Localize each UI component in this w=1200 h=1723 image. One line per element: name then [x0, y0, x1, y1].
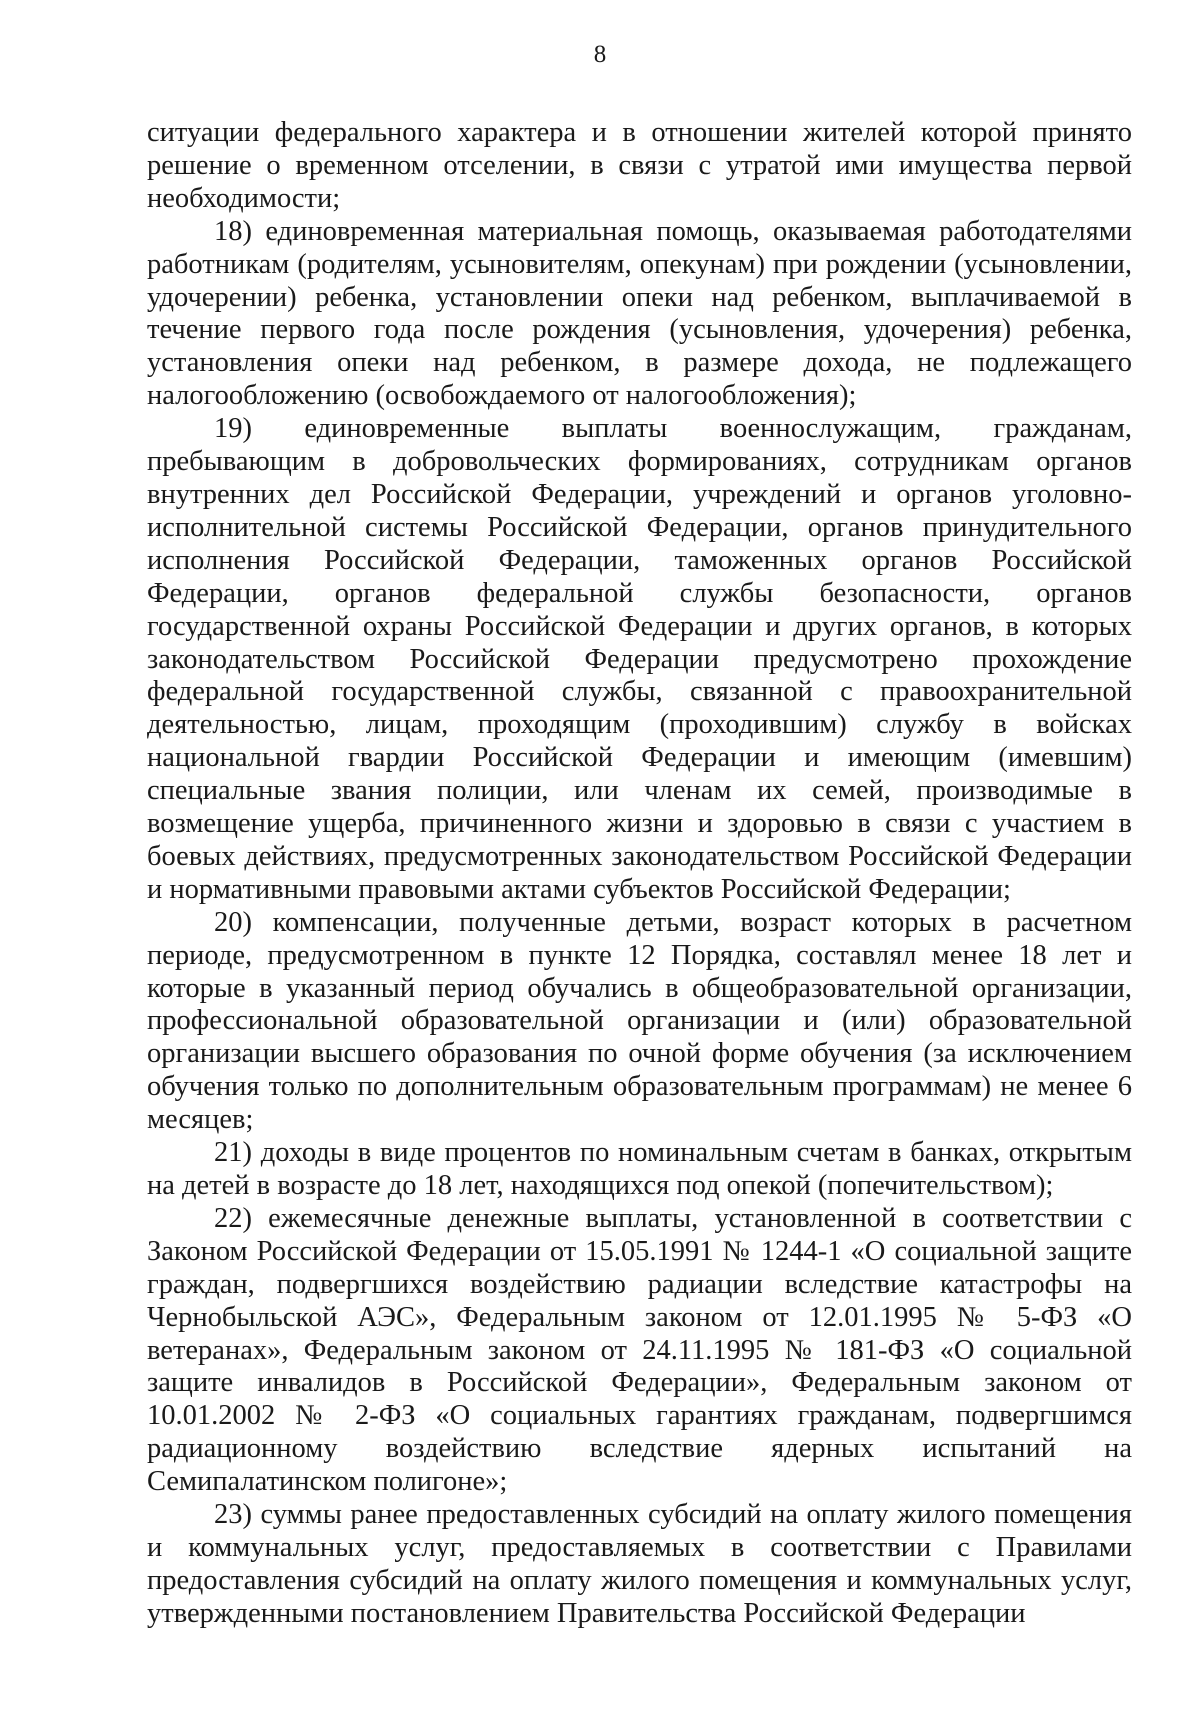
document-body: [147, 117, 1132, 1631]
paragraph-item-19: 19) единовременные выплаты военнослужащим, гражданам, пребывающим в добровольческих формированиях, сотрудникам органов внутренних дел Российской Федерации, учреждений и органов уголовно-исполнительной системы Российской Федерации, органов принудительного исполнения Российской Федерации, таможенных органов Российской Федерации, органов федеральной службы безопасности, органов государственной охраны Российской Федерации и других органов, в которых законодательством Российской Федерации предусмотрено прохождение федеральной государственной службы, связанной с правоохранительной деятельностью, лицам, проходящим (проходившим) службу в войсках национальной гвардии Российской Федерации и имеющим (имевшим) специальные звания полиции, или членам их семей, производимые в возмещение ущерба, причиненного жизни и здоровью в связи с участием в боевых действиях, предусмотренных законодательством Российской Федерации и нормативными правовыми актами субъектов Российской Федерации;: [147, 413, 1132, 905]
paragraph-item-20: 20) компенсации, полученные детьми, возраст которых в расчетном периоде, предусмотренном в пункте 12 Порядка, составлял менее 18 лет и которые в указанный период обучались в общеобразовательной организации, профессиональной образовательной организации и (или) образовательной организации высшего образования по очной форме обучения (за исключением обучения только по дополнительным образовательным программам) не менее 6 месяцев;: [147, 906, 1132, 1136]
paragraph-item-18: 18) единовременная материальная помощь, оказываемая работодателями работникам (родителям, усыновителям, опекунам) при рождении (усыновлении, удочерении) ребенка, установлении опеки над ребенком, выплачиваемой в течение первого года после рождения (усыновления, удочерения) ребенка, установления опеки над ребенком, в размере дохода, не подлежащего налогообложению (освобождаемого от налогообложения);: [147, 215, 1132, 412]
paragraph-item-23: 23) суммы ранее предоставленных субсидий на оплату жилого помещения и коммунальных услуг, предоставляемых в соответствии с Правилами предоставления субсидий на оплату жилого помещения и коммунальных услуг, утвержденными постановлением Правительства Российской Федерации: [147, 1499, 1132, 1629]
page-number: 8: [593, 41, 607, 68]
paragraph-item-21: 21) доходы в виде процентов по номинальным счетам в банках, открытым на детей в возрасте до 18 лет, находящихся под опекой (попечительством);: [147, 1137, 1132, 1201]
paragraph-item-22: 22) ежемесячные денежные выплаты, установленной в соответствии с Законом Российской Федерации от 15.05.1991 № 1244-1 «О социальной защите граждан, подвергшихся воздействию радиации вследствие катастрофы на Чернобыльской АЭС», Федеральным законом от 12.01.1995 № 5-ФЗ «О ветеранах», Федеральным законом от 24.11.1995 № 181-ФЗ «О социальной защите инвалидов в Российской Федерации», Федеральным законом от 10.01.2002 № 2-ФЗ «О социальных гарантиях гражданам, подвергшимся радиационному воздействию вследствие ядерных испытаний на Семипалатинском полигоне»;: [147, 1202, 1132, 1498]
paragraph-continuation: ситуации федерального характера и в отношении жителей которой принято решение о временном отселении, в связи с утратой ими имущества первой необходимости;: [147, 117, 1132, 214]
